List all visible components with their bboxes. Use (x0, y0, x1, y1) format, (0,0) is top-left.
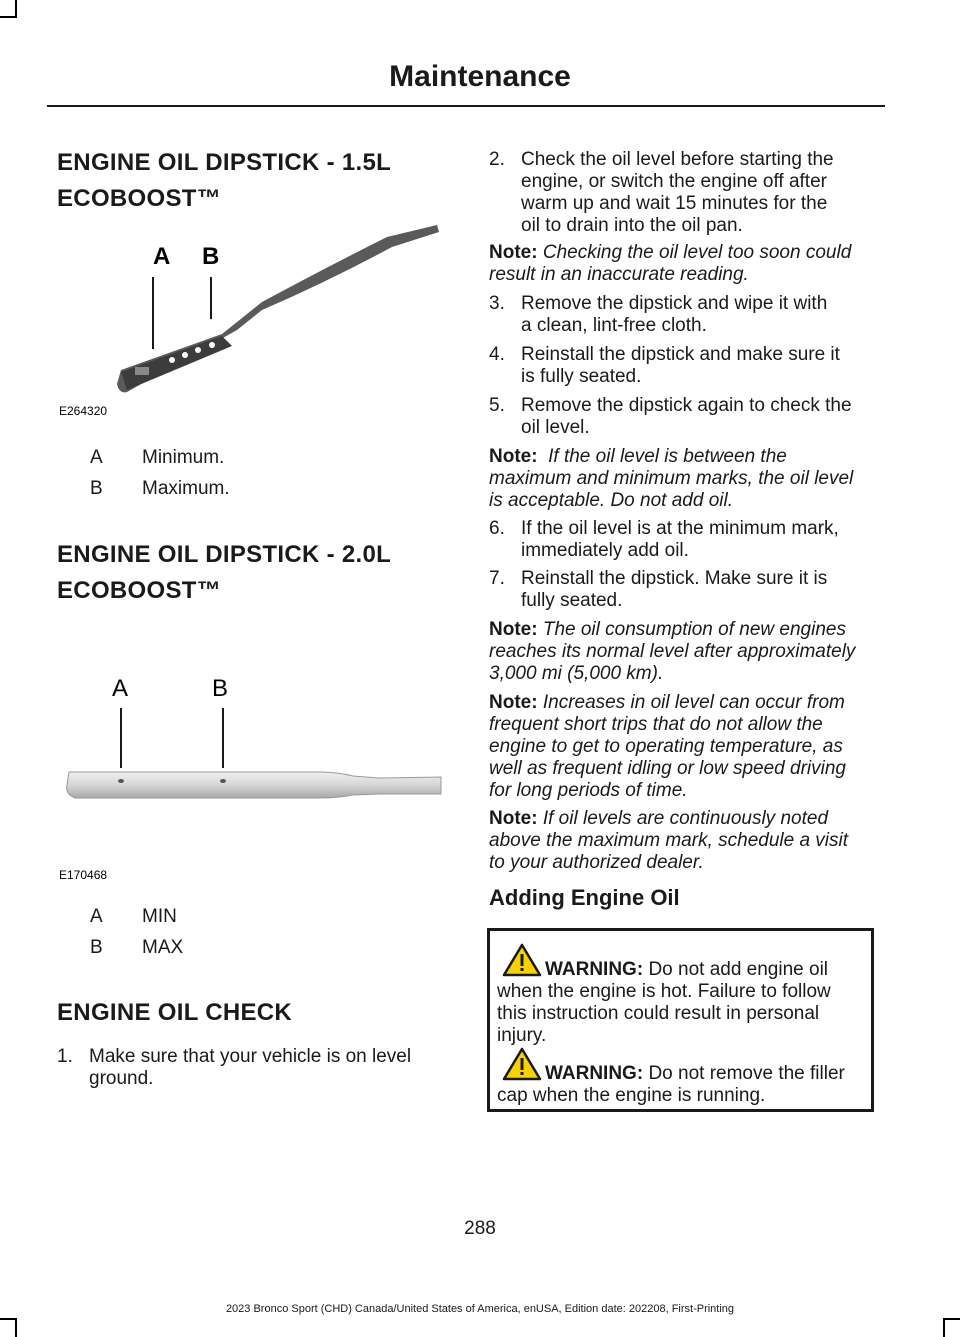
step-number: 2. (489, 149, 505, 170)
text-line: Increases in oil level can occur from (542, 692, 845, 713)
figure1-label-b: B (202, 243, 220, 270)
section-title-dipstick-1-5l (57, 145, 391, 217)
legend-text: MIN (142, 906, 177, 927)
step-number: 1. (57, 1046, 73, 1067)
crop-mark (943, 1318, 945, 1337)
text-line: If the oil level is at the minimum mark, (521, 518, 839, 539)
text-line: Checking the oil level too soon could (542, 242, 852, 263)
text-line: Make sure that your vehicle is on level (89, 1046, 412, 1067)
header-rule (47, 105, 885, 107)
text-line: Remove the dipstick and wipe it with (521, 293, 828, 314)
step-number: 7. (489, 568, 505, 589)
step-text (89, 1046, 449, 1090)
text-line: Reinstall the dipstick. Make sure it is (521, 568, 828, 589)
note-label: Note: (489, 242, 538, 263)
adding-engine-oil-heading: Adding Engine Oil (489, 885, 680, 910)
text-line: engine to get to operating temperature, as (489, 736, 843, 757)
text-line: Do not remove the filler (648, 1063, 845, 1084)
legend-row (90, 937, 183, 959)
text-line: well as frequent idling or low speed driving (489, 758, 846, 779)
note (489, 619, 881, 685)
step-text (521, 518, 881, 562)
text-line: cap when the engine is running. (497, 1085, 766, 1106)
figure2-code: E170468 (59, 868, 108, 882)
page-header-title: Maintenance (389, 60, 571, 93)
text-line: ground. (89, 1068, 154, 1089)
legend-key: A (90, 447, 103, 468)
step-number: 4. (489, 344, 505, 365)
figure2-label-a: A (112, 675, 129, 702)
text-line: maximum and minimum marks, the oil level (489, 468, 854, 489)
dipstick-blade (121, 336, 232, 390)
step-number: 5. (489, 395, 505, 416)
crop-mark (0, 16, 17, 18)
legend-text: Minimum. (142, 447, 225, 468)
text-line: oil to drain into the oil pan. (521, 215, 743, 236)
note-label: Note: (489, 808, 538, 829)
note (489, 242, 881, 286)
crop-mark (0, 1318, 17, 1320)
text-line: frequent short trips that do not allow the (489, 714, 823, 735)
crop-mark (943, 1318, 960, 1320)
text-line: The oil consumption of new engines (542, 619, 846, 640)
figure2-label-b: B (212, 675, 229, 702)
text-line: for long periods of time. (489, 780, 688, 801)
text-line: engine, or switch the engine off after (521, 171, 827, 192)
step-number: 3. (489, 293, 505, 314)
dipstick-blade-silver (67, 772, 441, 798)
step-text (521, 149, 881, 237)
warning-text (497, 959, 869, 1047)
text-line: Reinstall the dipstick and make sure it (521, 344, 840, 365)
dipstick-1-5l-figure (57, 222, 445, 422)
section-title-engine-oil-check: ENGINE OIL CHECK (57, 999, 293, 1026)
page-footer: 2023 Bronco Sport (CHD) Canada/United States of America, enUSA, Edition date: 202208, First-Printing (225, 1303, 735, 1315)
step-text (521, 395, 881, 439)
step-text (521, 568, 881, 612)
text-line: is fully seated. (521, 366, 642, 387)
text-line: when the engine is hot. Failure to follow (497, 981, 831, 1002)
text-line: is acceptable. Do not add oil. (489, 490, 733, 511)
warning-box (487, 928, 874, 1112)
warning-label: WARNING: (545, 959, 644, 980)
legend-key: A (90, 906, 103, 927)
dipstick-2-0l-figure (57, 668, 445, 888)
section-title-line: ENGINE OIL DIPSTICK - 2.0L (57, 541, 392, 568)
figure1-code: E264320 (59, 404, 108, 418)
text-line: If oil levels are continuously noted (542, 808, 829, 829)
text-line: warm up and wait 15 minutes for the (521, 193, 828, 214)
text-line: 3,000 mi (5,000 km). (489, 663, 664, 684)
text-line: Remove the dipstick again to check the (521, 395, 852, 416)
crop-mark (15, 1318, 17, 1337)
legend-row (90, 447, 224, 469)
text-line: this instruction could result in personal (497, 1003, 820, 1024)
warning-text (497, 1063, 869, 1107)
legend-text: MAX (142, 937, 184, 958)
step-number: 6. (489, 518, 505, 539)
note (489, 808, 881, 874)
text-line: reaches its normal level after approximately (489, 641, 856, 662)
section-title-line: ECOBOOST™ (57, 577, 222, 604)
section-title-line: ENGINE OIL DIPSTICK - 1.5L (57, 149, 392, 176)
section-title-dipstick-2-0l (57, 537, 391, 609)
section-title-line: ECOBOOST™ (57, 185, 222, 212)
text-line: oil level. (521, 417, 590, 438)
note (489, 692, 881, 802)
text-line: to your authorized dealer. (489, 852, 704, 873)
warning-label: WARNING: (545, 1063, 644, 1084)
page-number: 288 (464, 1218, 496, 1239)
note-label: Note: (489, 619, 538, 640)
note-label: Note: (489, 446, 538, 467)
legend-text: Maximum. (142, 478, 230, 499)
step-text (521, 344, 881, 388)
text-line: Check the oil level before starting the (521, 149, 834, 170)
text-line: fully seated. (521, 590, 623, 611)
legend-key: B (90, 937, 103, 958)
legend-row (90, 478, 230, 500)
text-line: immediately add oil. (521, 540, 689, 561)
legend-row (90, 906, 177, 928)
text-line: If the oil level is between the (548, 446, 787, 467)
note (489, 446, 881, 512)
note-label: Note: (489, 692, 538, 713)
text-line: Do not add engine oil (648, 959, 829, 980)
legend-key: B (90, 478, 103, 499)
step-text (521, 293, 881, 337)
text-line: injury. (497, 1025, 547, 1046)
text-line: result in an inaccurate reading. (489, 264, 749, 285)
figure1-label-a: A (153, 243, 171, 270)
text-line: above the maximum mark, schedule a visit (489, 830, 849, 851)
text-line: a clean, lint-free cloth. (521, 315, 707, 336)
